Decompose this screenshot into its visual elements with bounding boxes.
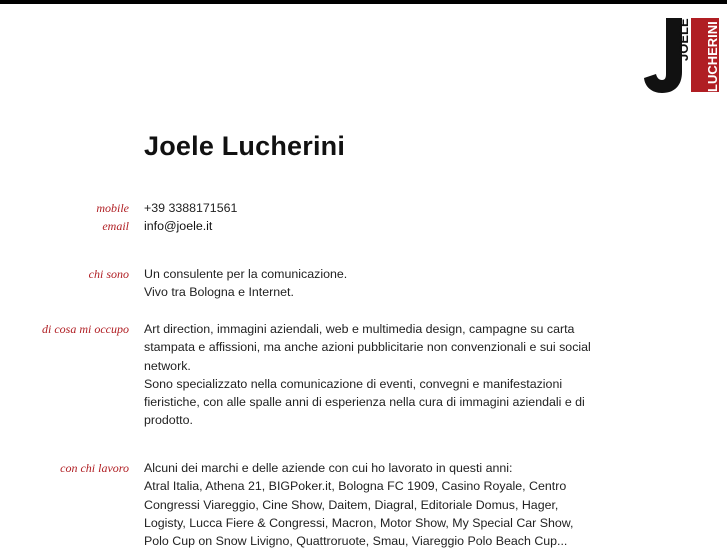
section-body-con-chi (144, 459, 594, 550)
con-chi-intro: Alcuni dei marchi e delle aziende con cui ho lavorato in questi anni: (144, 461, 513, 475)
section-body-di-cosa (144, 320, 594, 430)
con-chi-clients: Atral Italia, Athena 21, BIGPoker.it, Bologna FC 1909, Casino Royale, Centro Congressi Viareggio, Cine Show, Daitem, Diagral, Editoriale Domus, Hager, Logisty, Lucca Fiere & Congressi, Macron, Motor Show, My Special Car Show, Polo Cup on Snow Livigno, Quattroruote, Smau, Viareggio Polo Beach Cup... (144, 479, 574, 549)
logo-text-bottom: LUCHERINI (705, 21, 720, 92)
di-cosa-paragraph-1: Art direction, immagini aziendali, web e multimedia design, campagne su carta stampata e affissioni, ma anche azioni pubblicitarie non convenzionali e sui social network. (144, 322, 591, 373)
di-cosa-paragraph-2: Sono specializzato nella comunicazione di eventi, convegni e manifestazioni fieristiche, con alle spalle anni di esperienza nella cura di immagini aziendali e di prodotto. (144, 376, 585, 428)
logo-graphic (644, 16, 720, 94)
chi-sono-line-1: Un consulente per la comunicazione. (144, 267, 348, 281)
mobile-label: mobile (96, 201, 129, 215)
top-bar (0, 0, 727, 4)
page-title: Joele Lucherini (144, 131, 346, 161)
mobile-value[interactable]: +39 3388171561 (144, 201, 238, 215)
section-body-chi-sono (144, 265, 594, 302)
chi-sono-line-2: Vivo tra Bologna e Internet. (144, 285, 294, 300)
logo-text-top: JOELE (676, 18, 691, 61)
section-label-con-chi: con chi lavoro (60, 461, 129, 475)
brand-logo[interactable] (644, 16, 720, 94)
section-label-di-cosa: di cosa mi occupo (42, 322, 129, 336)
email-label: email (102, 219, 129, 233)
section-label-chi-sono: chi sono (88, 267, 129, 281)
email-link[interactable]: info@joele.it (144, 219, 213, 233)
